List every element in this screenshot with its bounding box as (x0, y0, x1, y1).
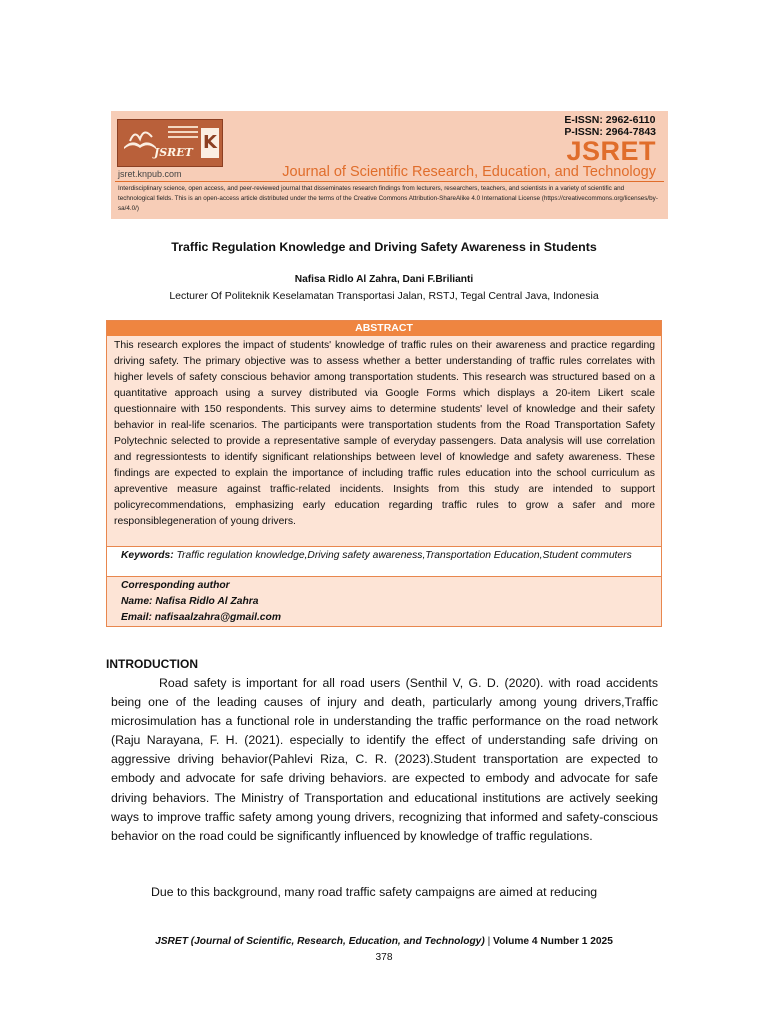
footer-journal: JSRET (Journal of Scientific, Research, Education, and Technology) (155, 936, 485, 947)
journal-banner (111, 111, 668, 219)
footer-volume: Volume 4 Number 1 2025 (493, 936, 613, 947)
pissn: P-ISSN: 2964-7843 (564, 126, 656, 138)
keywords-section (107, 546, 661, 576)
journal-site: jsret.knpub.com (118, 169, 182, 179)
abstract-box (106, 320, 662, 627)
page-number: 378 (375, 952, 393, 963)
introduction-paragraph-2: Due to this background, many road traffic safety campaigns are aimed at reducing (151, 885, 598, 899)
journal-name: Journal of Scientific Research, Education, and Technology (282, 164, 656, 180)
journal-logo (117, 119, 223, 167)
abstract-heading: ABSTRACT (107, 321, 661, 336)
journal-acronym: JSRET (566, 136, 656, 166)
publisher-k-logo: K (201, 128, 219, 158)
license-text: Interdisciplinary science, open access, and peer-reviewed journal that disseminates research findings from lecturers, researchers, teachers, and scientists in a variety of scientific and technological fields. This is an open-access article distributed under the terms of the Creative Commons Attribution-ShareAlike 4.0 International License (https://creativecommons.org/licenses/by-sa/4.0/) (118, 185, 658, 212)
eissn: E-ISSN: 2962-6110 (564, 114, 656, 126)
logo-text-lines (168, 126, 198, 144)
corresponding-name: Name: Nafisa Ridlo Al Zahra (121, 596, 259, 607)
keywords-label: Keywords: (121, 550, 174, 561)
issn-block (564, 114, 656, 138)
corresponding-author-section (107, 576, 661, 626)
footer-separator: | (484, 936, 494, 947)
abstract-text: This research explores the impact of students' knowledge of traffic rules on their awareness and practice regarding driving safety. The primary objective was to assess whether a better understanding of traffic rules correlates with higher levels of safety conscious behavior among transportation students. This research was structured based on a quantitative approach using a survey distributed via Google Forms which displays a 20-item Likert scale questionnaire with 150 respondents. This survey aims to determine students' level of knowledge and their safety behavior in real-life scenarios. The participants were transportation students from the Road Transportation Safety Polytechnic selected to provide a representative sample of everyday passengers. Data analysis will use correlation and regressiontests to identify significant relationships between level of knowledge and safety awareness. These findings are expected to explain the importance of including traffic rules education into the school curriculum as apreventive measure against traffic-related incidents. Insights from this study are intended to support policyrecommendations, emphasizing early education regarding traffic rules to grow a safer and more responsiblegeneration of young drivers. (107, 336, 661, 546)
introduction-heading: INTRODUCTION (106, 657, 198, 671)
paper-affiliation: Lecturer Of Politeknik Keselamatan Transportasi Jalan, RSTJ, Tegal Central Java, Indonesia (169, 290, 599, 302)
paper-title: Traffic Regulation Knowledge and Driving Safety Awareness in Students (171, 240, 597, 254)
corresponding-email: Email: nafisaalzahra@gmail.com (121, 612, 281, 623)
open-book-icon (122, 125, 158, 151)
corresponding-label: Corresponding author (121, 580, 230, 591)
logo-text: JSRET (154, 146, 193, 159)
banner-divider (115, 181, 664, 182)
keywords-list: Traffic regulation knowledge,Driving safety awareness,Transportation Education,Student commuters (176, 550, 632, 561)
page-footer (0, 936, 768, 947)
introduction-paragraph-1: Road safety is important for all road users (Senthil V, G. D. (2020). with road accidents being one of the leading causes of injury and death, particularly among young drivers,Traffic microsimulation has a functional role in understanding the traffic performance on the road network (Raju Narayana, F. H. (2021). especially to identify the effect of understanding safe driving on aggressive driving behavior(Pahlevi Riza, C. R. (2023).Student transportation are expected to embody and advocate for safe driving behaviors. are expected to embody and advocate for safe driving behaviors. The Ministry of Transportation and educational institutions are actively seeking ways to improve traffic safety among young drivers, recognizing that informed and safety-conscious behavior on the road could be significantly influenced by knowledge of traffic regulations. (111, 676, 658, 843)
paper-authors: Nafisa Ridlo Al Zahra, Dani F.Brilianti (294, 274, 474, 285)
